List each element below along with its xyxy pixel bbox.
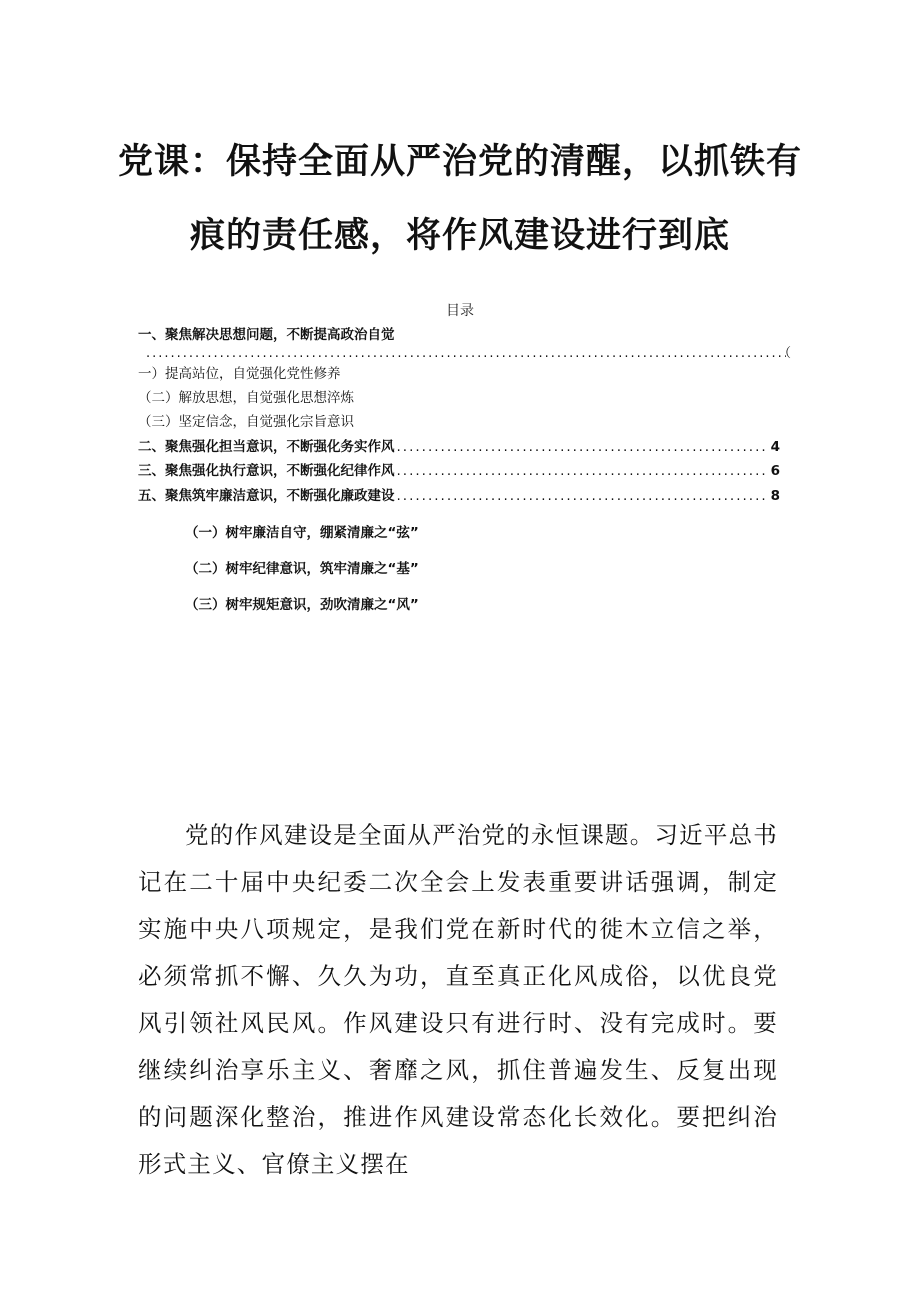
toc-entry-1[interactable]: 一、聚焦解决思想问题，不断提高政治自觉 (138, 327, 395, 343)
toc-entry-2-page: 4 (770, 439, 780, 455)
toc-entry-2[interactable] (138, 438, 780, 456)
toc-entry-1-tail: （ (778, 346, 792, 361)
toc-entry-5[interactable] (138, 487, 780, 505)
document-title-line-2: 痕的责任感，将作风建设进行到底 (189, 216, 730, 256)
toc-entry-3-text: 三、聚焦强化执行意识，不断强化纪律作风 (138, 463, 395, 479)
toc-entry-5-leader (397, 487, 769, 505)
toc-entry-3[interactable] (138, 462, 780, 480)
toc-entry-5-text: 五、聚焦筑牢廉洁意识，不断强化廉政建设 (138, 488, 395, 504)
toc-sub-entry-1[interactable]: （一）树牢廉洁自守，绷紧清廉之“弦” (185, 525, 419, 541)
toc-entry-2-text: 二、聚焦强化担当意识，不断强化务实作风 (138, 439, 395, 455)
toc-sub-entry-2[interactable]: （二）树牢纪律意识，筑牢清廉之“基” (185, 561, 419, 577)
toc-entry-3-leader (397, 462, 769, 480)
toc-entry-3-page: 6 (770, 463, 780, 479)
toc-entry-1-3[interactable]: （三）坚定信念，自觉强化宗旨意识 (138, 414, 354, 430)
document-title-line-1: 党课：保持全面从严治党的清醒，以抓铁有 (117, 142, 802, 182)
body-paragraph-1: 党的作风建设是全面从严治党的永恒课题。习近平总书记在二十届中央纪委二次全会上发表重要讲话强调，制定实施中央八项规定，是我们党在新时代的徙木立信之举，必须常抓不懈、久久为功，直至真正化风成俗，以优良党风引领社风民风。作风建设只有进行时、没有完成时。要继续纠治享乐主义、奢靡之风，抓住普遍发生、反复出现的问题深化整治，推进作风建设常态化长效化。要把纠治形式主义、官僚主义摆在 (138, 821, 778, 1178)
toc-entry-1-2[interactable]: （二）解放思想，自觉强化思想淬炼 (138, 390, 354, 406)
toc-entry-5-page: 8 (770, 488, 780, 504)
toc-entry-1-1[interactable]: 一）提高站位，自觉强化党性修养 (138, 366, 341, 382)
toc-sub-entry-3[interactable]: （三）树牢规矩意识，劲吹清廉之“风” (185, 597, 419, 613)
toc-heading: 目录 (446, 303, 474, 319)
toc-entry-1-leader (146, 345, 786, 363)
toc-entry-2-leader (397, 438, 769, 456)
